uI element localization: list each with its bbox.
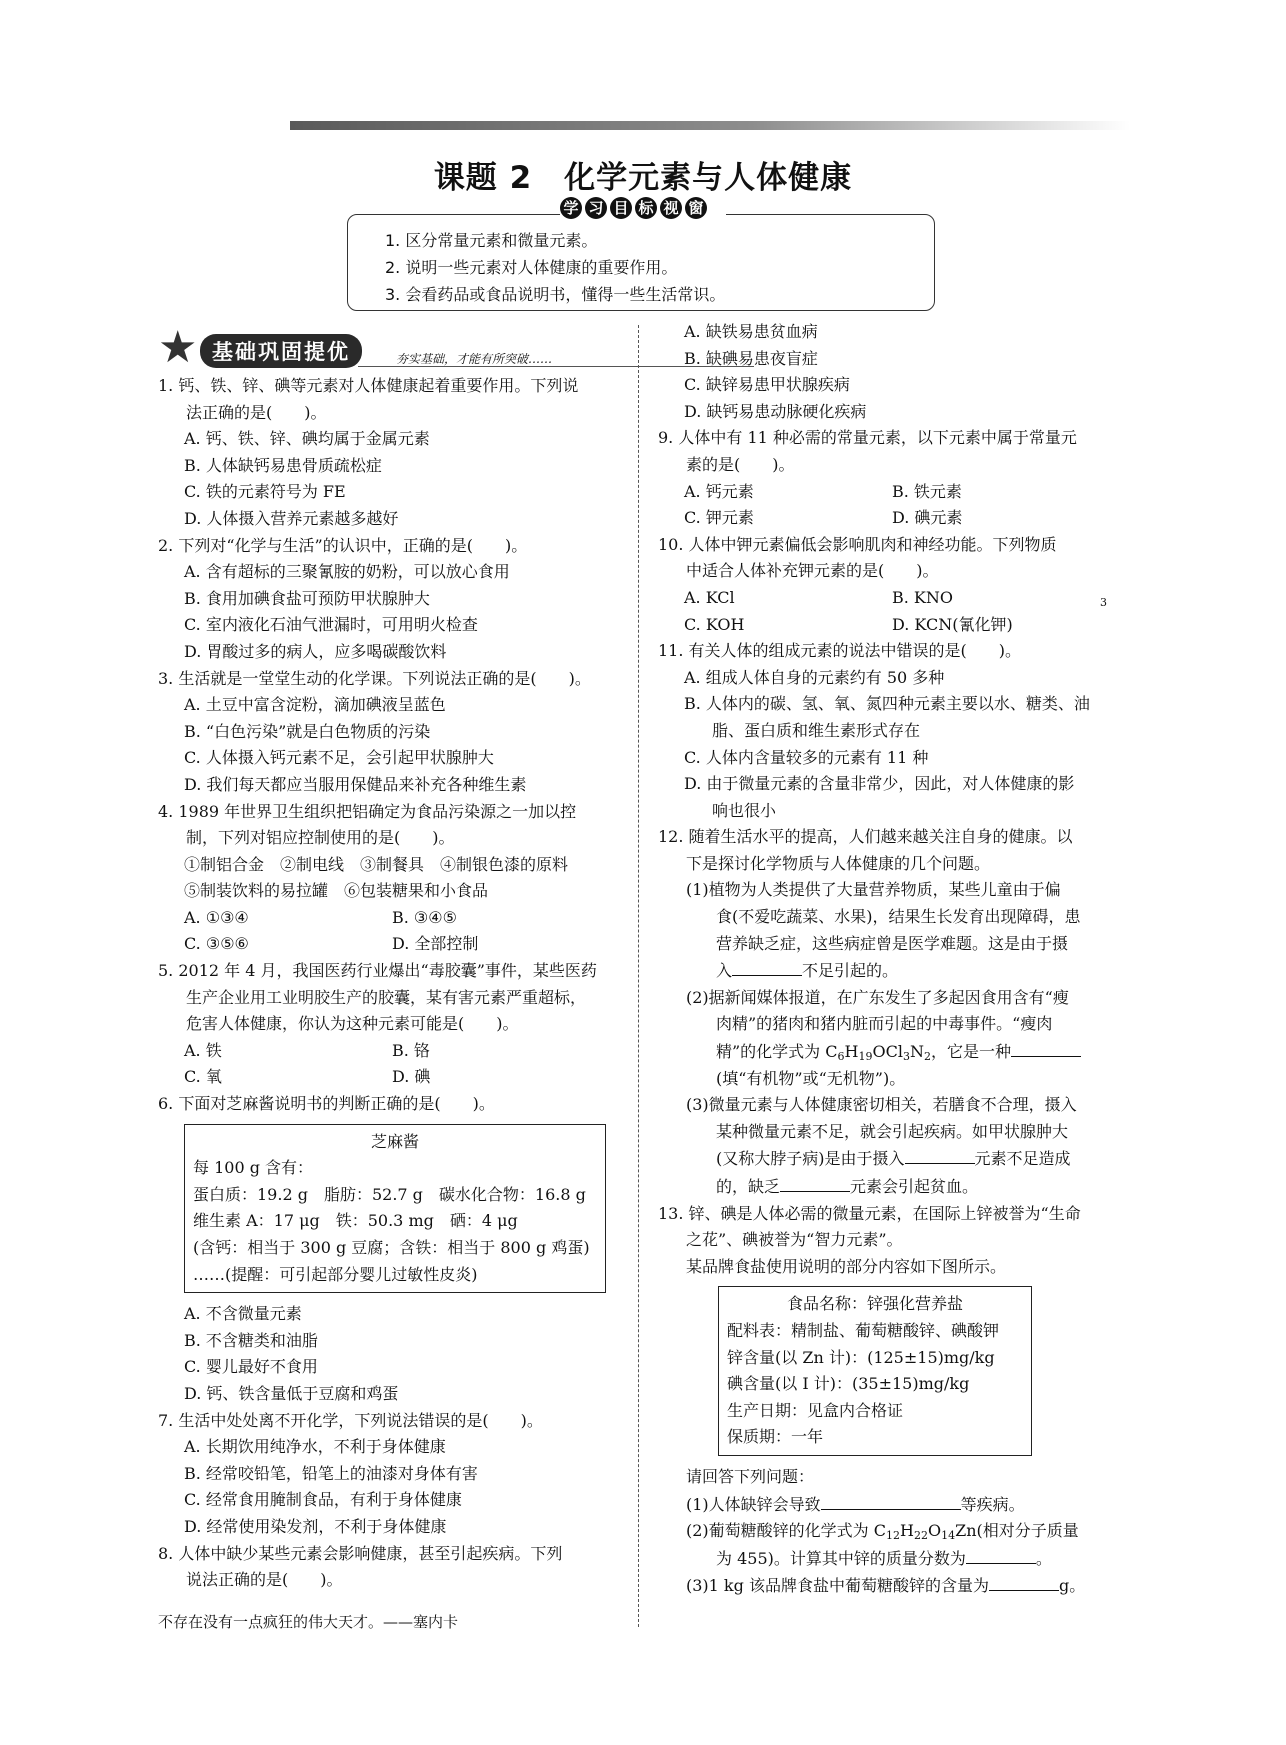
question-8-options: A. 缺铁易患贫血病 B. 缺碘易患夜盲症 C. 缺锌易患甲状腺疾病 D. 缺钙易患动脉硬化疾病 — [684, 322, 867, 421]
sesame-label-box: 芝麻酱 每 100 g 含有： 蛋白质：19.2 g 脂肪：52.7 g 碳水化合物：16.8 g 维生素 A：17 μg 铁：50.3 mg 硒：4 μg (含钙：相当于 300 g 豆腐；含铁：相当于 800 g 鸡蛋) ……(提醒：可引起部分婴儿过敏性皮炎) — [184, 1124, 606, 1294]
answer-blank[interactable] — [780, 1173, 850, 1192]
page-title: 课题 2 化学元素与人体健康 — [433, 160, 853, 196]
goals-list — [385, 227, 725, 308]
column-divider — [638, 325, 639, 1627]
question-9: 9. 人体中有 11 种必需的常量元素，以下元素中属于常量元 素的是( )。 A. 钙元素 B. 铁元素 C. 钾元素 D. 碘元素 — [658, 428, 1077, 528]
answer-blank[interactable] — [989, 1572, 1059, 1591]
header-bar — [290, 121, 1130, 130]
question-12: 12. 随着生活水平的提高，人们越来越关注自身的健康。以 下是探讨化学物质与人体健康的几个问题。 (1)植物为人类提供了大量营养物质，某些儿童由于偏 食(不爱吃蔬菜、水果)，结果生长发育出现障碍，患 营养缺乏症，这些病症曾是医学难题。这是由于摄 入 不足引起的。 (2)据新闻媒体报道，在广东发生了多起因食用含有“瘦 肉精”的猪肉和猪内脏而引起的中毒事件。“瘦肉 精”的化学式为 $C_6H_{19}OCl_3N_2$，它是一种 (填“有机物”或“无机物”)。 (3)微量元素与人体健康密切相关，若膳食不合理，摄入 某种微量元素不足，就会引起疾病。如甲状腺肿大 (又称大脖子病)是由于摄入 元素不足造成 的，缺乏 元素会引起贫血。 — [658, 827, 1081, 1196]
section-header — [158, 322, 598, 373]
question-7: 7. 生活中处处离不开化学，下列说法错误的是( )。 A. 长期饮用纯净水，不利于身体健康 B. 经常咬铅笔，铅笔上的油漆对身体有害 C. 经常食用腌制食品，有利于身体健康 D. 经常使用染发剂，不利于身体健康 — [158, 1410, 543, 1536]
answer-blank[interactable] — [1011, 1038, 1081, 1057]
goal-item: 3. 会看药品或食品说明书，懂得一些生活常识。 — [385, 285, 726, 304]
goal-item: 2. 说明一些元素对人体健康的重要作用。 — [385, 258, 678, 277]
section-label: 基础巩固提优 — [200, 334, 362, 368]
footer-quote: 不存在没有一点疯狂的伟大天才。——塞内卡 — [158, 1613, 459, 1631]
question-3: 3. 生活就是一堂堂生动的化学课。下列说法正确的是( )。 A. 土豆中富含淀粉，滴加碘液呈蓝色 B. “白色污染”就是白色物质的污染 C. 人体摄入钙元素不足，会引起甲状腺肿大 D. 我们每天都应当服用保健品来补充各种维生素 — [158, 668, 591, 794]
answer-blank[interactable] — [966, 1545, 1036, 1564]
question-2: 2. 下列对“化学与生活”的认识中，正确的是( )。 A. 含有超标的三聚氰胺的奶粉，可以放心食用 B. 食用加碘食盐可预防甲状腺肿大 C. 室内液化石油气泄漏时，可用明火检查 D. 胃酸过多的病人，应多喝碳酸饮料 — [158, 535, 528, 661]
question-8: 8. 人体中缺少某些元素会影响健康，甚至引起疾病。下列 说法正确的是( )。 — [158, 1543, 563, 1590]
goals-badge: 学 习 目 标 视 窗 — [560, 197, 726, 225]
question-10: 10. 人体中钾元素偏低会影响肌肉和神经功能。下列物质 中适合人体补充钾元素的是( )。 A. KCl B. KNO $_3$ C. KOH D. KCN(氰化钾) — [658, 534, 1107, 634]
question-13: 13. 锌、碘是人体必需的微量元素，在国际上锌被誉为“生命 之花”、碘被誉为“智力元素”。 某品牌食盐使用说明的部分内容如下图所示。 食品名称：锌强化营养盐 配料表：精制盐、葡萄糖酸锌、碘酸钾 锌含量(以 Zn 计)：(125±15)mg/kg 碘含量(以 I 计)：(35±15)mg/kg 生产日期：见盒内合格证 保质期：一年 请回答下列问题： (1)人体缺锌会导致 等疾病。 (2)葡萄糖酸锌的化学式为 $C_{12}H_{22}O_{14}Zn$(相对分子质量 为 455)。计算其中锌的质量分数为 。 (3)1 kg 该品牌食盐中葡萄糖酸锌的含量为 g。 — [658, 1203, 1086, 1596]
salt-label-box: 食品名称：锌强化营养盐 配料表：精制盐、葡萄糖酸锌、碘酸钾 锌含量(以 Zn 计)：(125±15)mg/kg 碘含量(以 I 计)：(35±15)mg/kg 生产日期：见盒内合格证 保质期：一年 — [718, 1286, 1032, 1456]
goal-item: 1. 区分常量元素和微量元素。 — [385, 231, 598, 250]
answer-blank[interactable] — [821, 1491, 961, 1510]
question-6: 6. 下面对芝麻酱说明书的判断正确的是( )。 芝麻酱 每 100 g 含有： 蛋白质：19.2 g 脂肪：52.7 g 碳水化合物：16.8 g 维生素 A：17 μg 铁：50.3 mg 硒：4 μg (含钙：相当于 300 g 豆腐；含铁：相当于 800 g 鸡蛋) ……(提醒：可引起部分婴儿过敏性皮炎) A. 不含微量元素 B. 不含糖类和油脂 C. 婴儿最好不食用 D. 钙、铁含量低于豆腐和鸡蛋 — [158, 1091, 628, 1408]
left-column — [158, 373, 628, 1594]
question-5: 5. 2012 年 4 月，我国医药行业爆出“毒胶囊”事件，某些医药 生产企业用工业明胶生产的胶囊，某有害元素严重超标， 危害人体健康，你认为这种元素可能是( )。 A. 铁 B. 铬 C. 氧 D. 碘 — [158, 961, 597, 1087]
answer-blank[interactable] — [732, 957, 802, 976]
section-subtitle: 夯实基础，才能有所突破…… — [396, 352, 553, 366]
starfish-icon: ★ — [158, 322, 198, 373]
question-11: 11. 有关人体的组成元素的说法中错误的是( )。 A. 组成人体自身的元素约有 50 多种 B. 人体内的碳、氢、氧、氮四种元素主要以水、糖类、油 脂、蛋白质和维生素形式存在 C. 人体内含量较多的元素有 11 种 D. 由于微量元素的含量非常少，因此，对人体健康的影 响也很小 — [658, 641, 1090, 820]
right-column — [658, 319, 1128, 1600]
question-1: 1. 钙、铁、锌、碘等元素对人体健康起着重要作用。下列说 法正确的是( )。 A. 钙、铁、锌、碘均属于金属元素 B. 人体缺钙易患骨质疏松症 C. 铁的元素符号为 FE D. 人体摄入营养元素越多越好 — [158, 376, 579, 528]
answer-blank[interactable] — [905, 1145, 975, 1164]
question-4: 4. 1989 年世界卫生组织把铝确定为食品污染源之一加以控 制，下列对铝应控制使用的是( )。 ①制铝合金 ②制电线 ③制餐具 ④制银色漆的原料 ⑤制装饮料的易拉罐 ⑥包装糖果和小食品 A. ①③④ B. ③④⑤ C. ③⑤⑥ D. 全部控制 — [158, 801, 577, 954]
